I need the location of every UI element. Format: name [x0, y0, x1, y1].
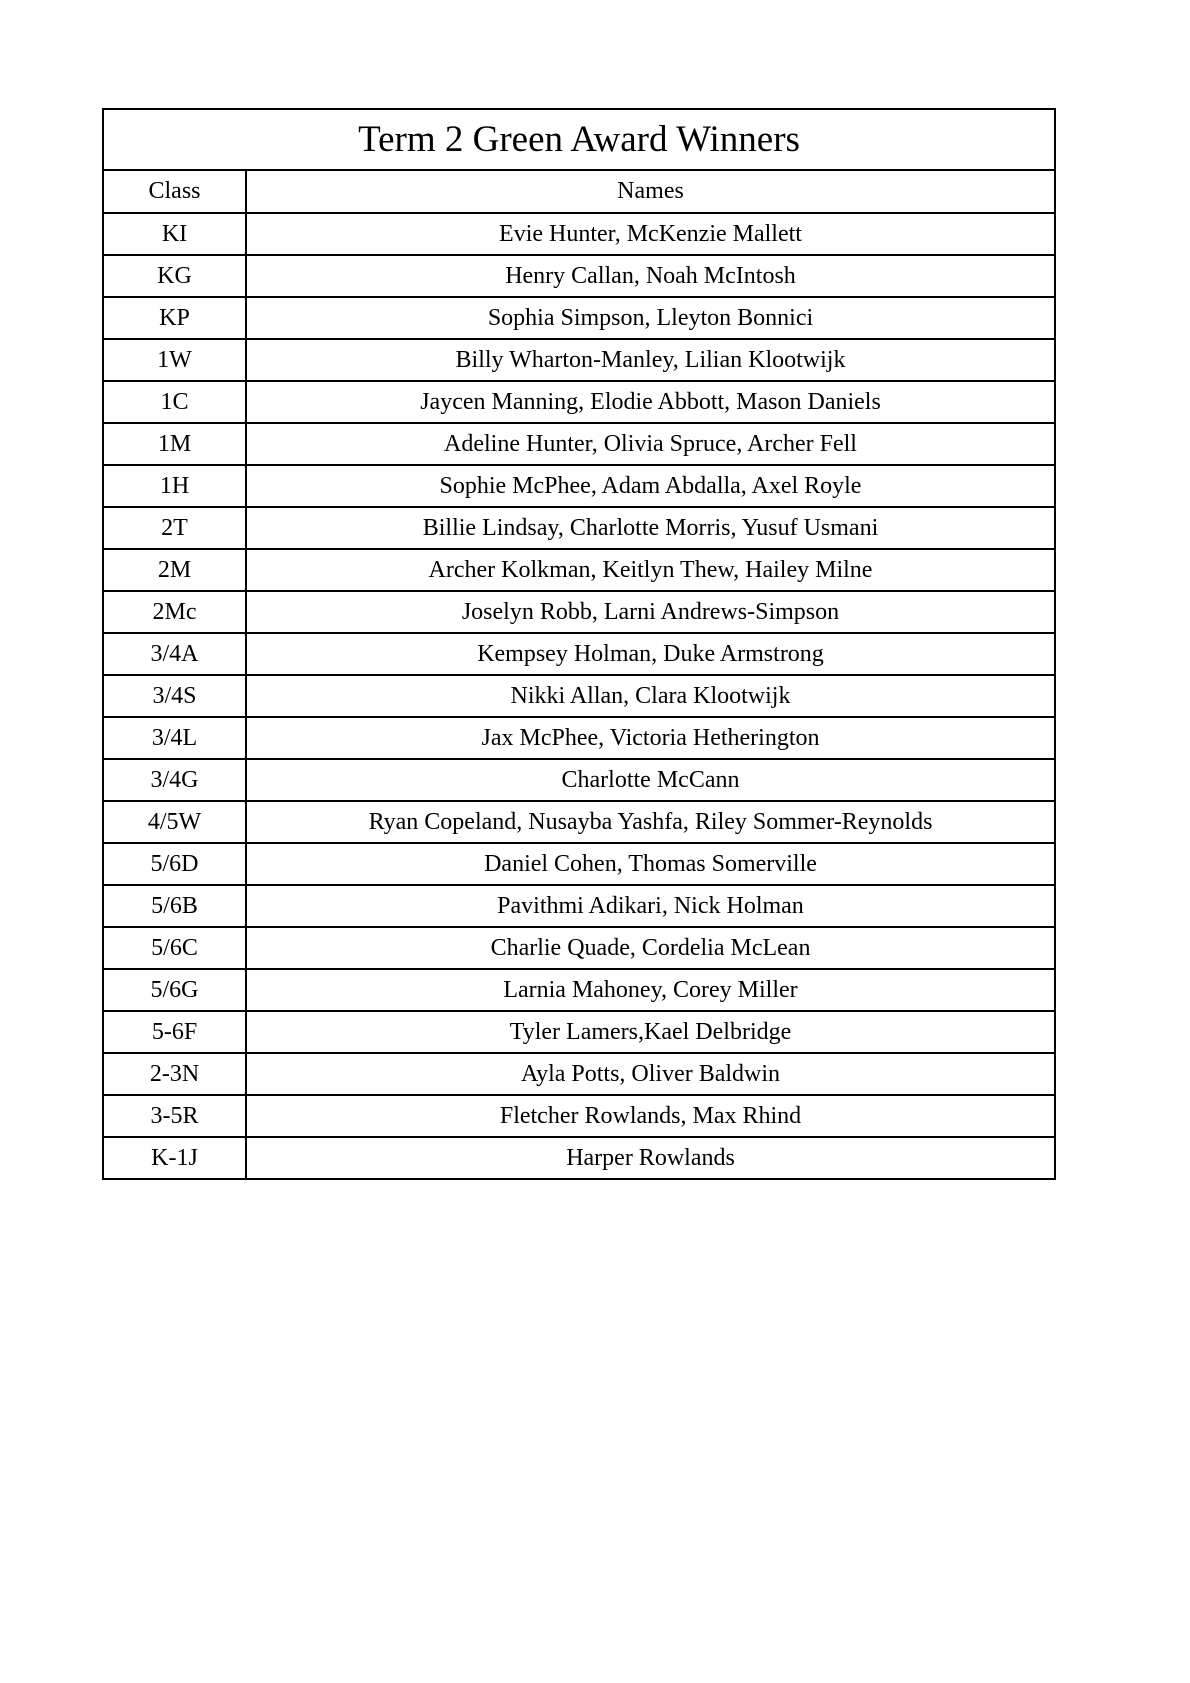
- class-cell: 5/6B: [103, 885, 246, 927]
- class-cell: 5/6C: [103, 927, 246, 969]
- table-row: [103, 759, 1055, 801]
- names-cell: Jaycen Manning, Elodie Abbott, Mason Daniels: [246, 381, 1055, 423]
- class-cell: 5-6F: [103, 1011, 246, 1053]
- names-cell: Larnia Mahoney, Corey Miller: [246, 969, 1055, 1011]
- names-cell: Jax McPhee, Victoria Hetherington: [246, 717, 1055, 759]
- class-cell: 1W: [103, 339, 246, 381]
- names-cell: Daniel Cohen, Thomas Somerville: [246, 843, 1055, 885]
- class-cell: 2-3N: [103, 1053, 246, 1095]
- table-row: [103, 423, 1055, 465]
- table-row: [103, 339, 1055, 381]
- class-cell: 5/6D: [103, 843, 246, 885]
- class-cell: KP: [103, 297, 246, 339]
- table-row: [103, 381, 1055, 423]
- table-row: [103, 465, 1055, 507]
- column-header-names: Names: [246, 170, 1055, 213]
- award-winners-table: [102, 108, 1056, 1180]
- names-cell: Tyler Lamers,Kael Delbridge: [246, 1011, 1055, 1053]
- table-row: [103, 591, 1055, 633]
- names-cell: Nikki Allan, Clara Klootwijk: [246, 675, 1055, 717]
- table-header-row: [103, 170, 1055, 213]
- table-row: [103, 1011, 1055, 1053]
- table-row: [103, 255, 1055, 297]
- class-cell: 5/6G: [103, 969, 246, 1011]
- table-row: [103, 1137, 1055, 1179]
- class-cell: 3/4G: [103, 759, 246, 801]
- names-cell: Evie Hunter, McKenzie Mallett: [246, 213, 1055, 255]
- class-cell: 2T: [103, 507, 246, 549]
- names-cell: Joselyn Robb, Larni Andrews-Simpson: [246, 591, 1055, 633]
- class-cell: 2Mc: [103, 591, 246, 633]
- table-body: [103, 213, 1055, 1179]
- names-cell: Ryan Copeland, Nusayba Yashfa, Riley Sommer-Reynolds: [246, 801, 1055, 843]
- names-cell: Billy Wharton-Manley, Lilian Klootwijk: [246, 339, 1055, 381]
- names-cell: Adeline Hunter, Olivia Spruce, Archer Fell: [246, 423, 1055, 465]
- table-title-row: [103, 109, 1055, 170]
- table-row: [103, 801, 1055, 843]
- names-cell: Charlotte McCann: [246, 759, 1055, 801]
- class-cell: 3/4A: [103, 633, 246, 675]
- names-cell: Billie Lindsay, Charlotte Morris, Yusuf Usmani: [246, 507, 1055, 549]
- table-row: [103, 843, 1055, 885]
- names-cell: Sophie McPhee, Adam Abdalla, Axel Royle: [246, 465, 1055, 507]
- table-row: [103, 297, 1055, 339]
- table-row: [103, 507, 1055, 549]
- names-cell: Archer Kolkman, Keitlyn Thew, Hailey Milne: [246, 549, 1055, 591]
- names-cell: Ayla Potts, Oliver Baldwin: [246, 1053, 1055, 1095]
- class-cell: K-1J: [103, 1137, 246, 1179]
- table-row: [103, 969, 1055, 1011]
- class-cell: KI: [103, 213, 246, 255]
- class-cell: 3/4L: [103, 717, 246, 759]
- class-cell: 4/5W: [103, 801, 246, 843]
- table-title: Term 2 Green Award Winners: [103, 109, 1055, 170]
- names-cell: Kempsey Holman, Duke Armstrong: [246, 633, 1055, 675]
- table-row: [103, 717, 1055, 759]
- table-row: [103, 885, 1055, 927]
- table-row: [103, 675, 1055, 717]
- table-row: [103, 213, 1055, 255]
- table-row: [103, 633, 1055, 675]
- column-header-class: Class: [103, 170, 246, 213]
- class-cell: 3/4S: [103, 675, 246, 717]
- class-cell: 1H: [103, 465, 246, 507]
- table-row: [103, 549, 1055, 591]
- names-cell: Henry Callan, Noah McIntosh: [246, 255, 1055, 297]
- class-cell: 3-5R: [103, 1095, 246, 1137]
- class-cell: 1C: [103, 381, 246, 423]
- names-cell: Pavithmi Adikari, Nick Holman: [246, 885, 1055, 927]
- table-row: [103, 1053, 1055, 1095]
- class-cell: KG: [103, 255, 246, 297]
- names-cell: Sophia Simpson, Lleyton Bonnici: [246, 297, 1055, 339]
- names-cell: Charlie Quade, Cordelia McLean: [246, 927, 1055, 969]
- table-row: [103, 927, 1055, 969]
- table-row: [103, 1095, 1055, 1137]
- names-cell: Fletcher Rowlands, Max Rhind: [246, 1095, 1055, 1137]
- names-cell: Harper Rowlands: [246, 1137, 1055, 1179]
- class-cell: 2M: [103, 549, 246, 591]
- class-cell: 1M: [103, 423, 246, 465]
